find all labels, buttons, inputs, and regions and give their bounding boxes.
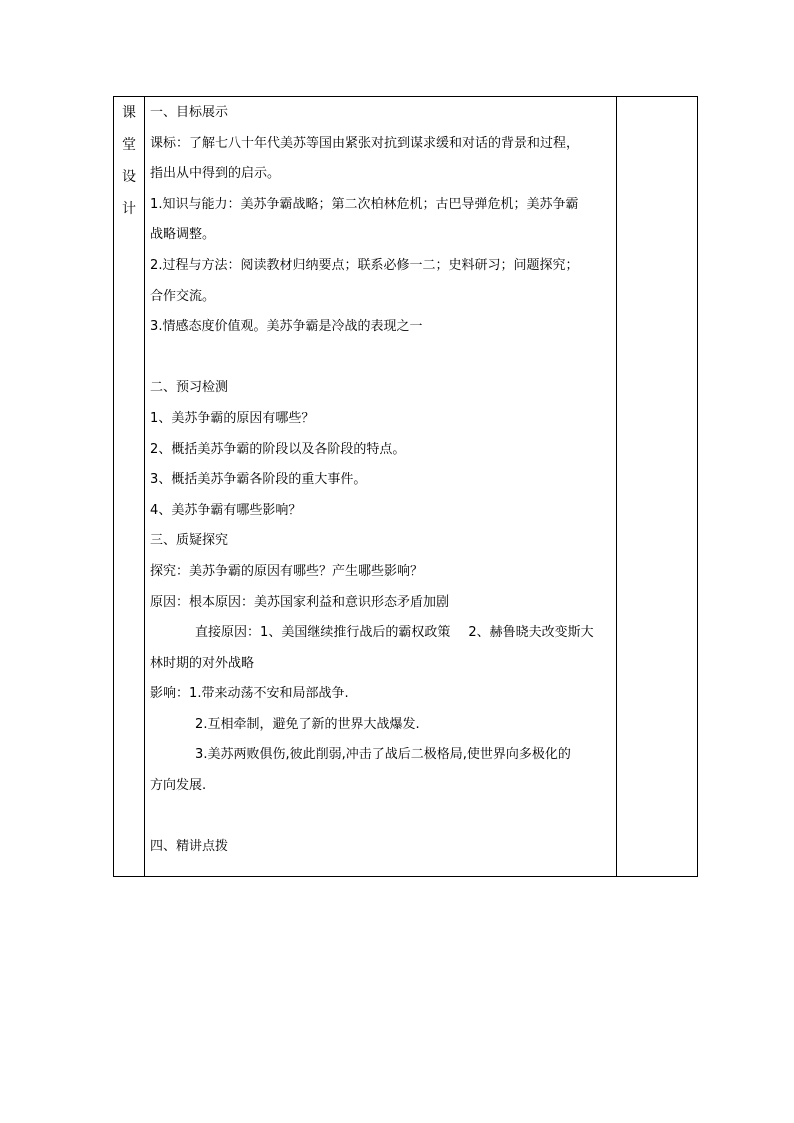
side-label-char: 堂 [122, 137, 137, 153]
preview-question: 2、概括美苏争霸的阶段以及各阶段的特点。 [150, 441, 406, 457]
cause-direct-part-a: 直接原因：1、美国继续推行战后的霸权政策 [195, 625, 451, 641]
table-row [114, 97, 698, 877]
emotion-values-line: 3.情感态度价值观。美苏争霸是冷战的表现之一 [150, 319, 423, 335]
process-method-line: 2.过程与方法：阅读教材归纳要点；联系必修一二；史料研习；问题探究； [150, 257, 579, 273]
inquiry-line: 探究：美苏争霸的原因有哪些？产生哪些影响？ [150, 563, 424, 579]
cause-direct-part-b: 2、赫鲁晓夫改变斯大 [468, 625, 594, 641]
curriculum-standard-line: 指出从中得到的启示。 [150, 166, 281, 182]
effect-line-continued: 方向发展. [150, 778, 207, 794]
effect-line: 影响：1.带来动荡不安和局部战争. [150, 686, 349, 702]
side-label-char: 设 [122, 169, 137, 185]
section-heading-preview: 二、预习检测 [150, 380, 229, 396]
curriculum-standard-line: 课标：了解七八十年代美苏等国由紧张对抗到谋求缓和对话的背景和过程， [150, 135, 580, 151]
preview-question: 4、美苏争霸有哪些影响？ [150, 502, 302, 518]
preview-question: 1、美苏争霸的原因有哪些？ [150, 410, 315, 426]
cause-root-line: 原因：根本原因：美苏国家利益和意识形态矛盾加剧 [150, 594, 450, 610]
section-heading-goals: 一、目标展示 [150, 105, 229, 120]
blank-line [150, 343, 610, 374]
content-cell [145, 97, 617, 877]
effect-line: 3.美苏两败俱伤,彼此削弱,冲击了战后二极格局,使世界向多极化的 [195, 747, 571, 763]
knowledge-ability-line: 战略调整。 [150, 227, 216, 243]
lesson-design-table [113, 96, 698, 877]
blank-line [150, 802, 610, 833]
side-label-char: 课 [122, 105, 137, 121]
side-label-char: 计 [122, 201, 137, 217]
lesson-content [150, 97, 610, 863]
section-heading-lecture: 四、精讲点拨 [150, 839, 229, 855]
cause-direct-line [150, 618, 610, 649]
process-method-line: 合作交流。 [150, 288, 216, 304]
notes-cell [616, 97, 697, 877]
cause-direct-continued: 林时期的对外战略 [150, 655, 255, 671]
effect-line: 2.互相牵制，避免了新的世界大战爆发. [195, 716, 420, 732]
knowledge-ability-line: 1.知识与能力：美苏争霸战略；第二次柏林危机；古巴导弹危机；美苏争霸 [150, 196, 579, 212]
section-heading-inquiry: 三、质疑探究 [150, 533, 229, 549]
side-label-cell [114, 97, 145, 877]
preview-question: 3、概括美苏争霸各阶段的重大事件。 [150, 472, 367, 488]
